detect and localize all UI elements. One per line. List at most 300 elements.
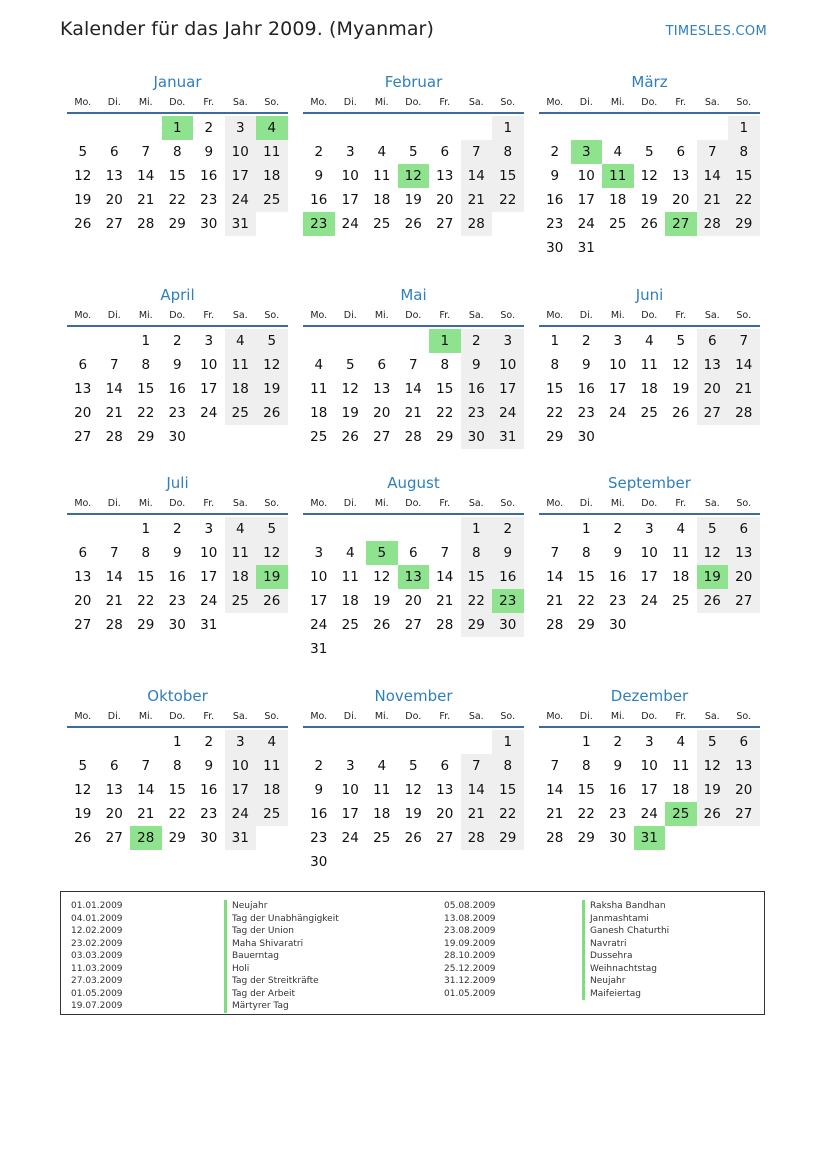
day-cell: 29	[436, 429, 454, 445]
day-cell: 3	[345, 144, 355, 160]
day-cell: 9	[172, 545, 182, 561]
empty-cell	[303, 730, 335, 754]
weekday-label: So.	[264, 310, 280, 321]
day-grid	[539, 329, 760, 449]
empty-cell	[99, 730, 131, 754]
empty-cell	[571, 116, 603, 140]
day-cell: 4	[676, 734, 686, 750]
empty-cell	[67, 116, 99, 140]
day-cell: 25	[609, 216, 627, 232]
day-cell: 27	[436, 216, 454, 232]
day-cell: 9	[613, 758, 623, 774]
day-cell: 10	[200, 357, 218, 373]
day-cell: 11	[256, 754, 288, 778]
day-cell: 13	[436, 168, 454, 184]
empty-cell	[366, 116, 398, 140]
day-cell: 3	[225, 730, 257, 754]
holiday-day-cell: 23	[303, 212, 335, 236]
day-cell: 26	[697, 589, 729, 613]
day-cell: 23	[609, 593, 627, 609]
legend-holiday-name: Holi	[224, 963, 339, 976]
day-cell: 19	[74, 806, 92, 822]
day-cell: 14	[546, 569, 564, 585]
day-cell: 2	[550, 144, 560, 160]
day-cell: 15	[461, 565, 493, 589]
day-cell: 20	[74, 405, 92, 421]
empty-cell	[461, 730, 493, 754]
day-cell: 9	[492, 541, 524, 565]
day-grid	[539, 517, 760, 637]
day-cell: 23	[200, 806, 218, 822]
holiday-legend	[60, 891, 765, 1015]
weekday-label: Mo.	[546, 97, 564, 108]
weekday-label: Do.	[405, 97, 422, 108]
day-grid	[539, 730, 760, 850]
day-cell: 24	[341, 830, 359, 846]
day-cell: 4	[377, 758, 387, 774]
day-cell: 22	[168, 806, 186, 822]
weekday-label: Fr.	[439, 711, 451, 722]
empty-cell	[335, 116, 367, 140]
day-cell: 20	[436, 192, 454, 208]
day-cell: 2	[613, 734, 623, 750]
day-cell: 4	[345, 545, 355, 561]
month-0	[67, 72, 288, 236]
day-cell: 24	[225, 188, 257, 212]
day-cell: 23	[461, 401, 493, 425]
day-cell: 2	[314, 758, 324, 774]
legend-date: 01.01.2009	[71, 901, 123, 911]
weekday-label: Do.	[169, 711, 186, 722]
day-cell: 30	[200, 216, 218, 232]
day-cell: 20	[74, 593, 92, 609]
day-cell: 4	[225, 517, 257, 541]
weekday-header	[303, 708, 524, 726]
weekday-header	[67, 495, 288, 513]
day-cell: 19	[341, 405, 359, 421]
legend-holiday-name: Tag der Arbeit	[224, 988, 339, 1001]
weekday-label: Mo.	[546, 498, 564, 509]
empty-cell	[366, 517, 398, 541]
day-cell: 29	[492, 826, 524, 850]
day-cell: 19	[404, 806, 422, 822]
day-cell: 6	[408, 545, 418, 561]
month-title: Oktober	[147, 687, 208, 705]
holiday-day-cell: 13	[398, 565, 430, 589]
day-cell: 16	[168, 381, 186, 397]
day-cell: 25	[225, 401, 257, 425]
day-cell: 14	[404, 381, 422, 397]
day-cell: 24	[200, 593, 218, 609]
day-cell: 27	[728, 802, 760, 826]
day-cell: 12	[697, 754, 729, 778]
day-cell: 5	[676, 333, 686, 349]
empty-cell	[303, 517, 335, 541]
weekday-label: Mi.	[138, 498, 153, 509]
weekday-label: Do.	[641, 97, 658, 108]
holiday-day-cell: 3	[571, 140, 603, 164]
day-cell: 19	[640, 192, 658, 208]
weekday-label: Do.	[641, 498, 658, 509]
day-cell: 19	[373, 593, 391, 609]
legend-date: 01.05.2009	[71, 988, 123, 999]
day-cell: 31	[577, 240, 595, 256]
day-cell: 18	[373, 192, 391, 208]
day-cell: 21	[728, 377, 760, 401]
legend-date: 03.03.2009	[71, 951, 123, 961]
day-cell: 24	[310, 617, 328, 633]
day-cell: 31	[492, 425, 524, 449]
legend-col-dates-left	[71, 900, 123, 1013]
day-cell: 11	[225, 353, 257, 377]
empty-cell	[130, 116, 162, 140]
day-cell: 29	[546, 429, 564, 445]
day-cell: 29	[577, 617, 595, 633]
day-cell: 30	[200, 830, 218, 846]
day-cell: 25	[373, 216, 391, 232]
day-cell: 22	[492, 188, 524, 212]
weekday-label: Di.	[579, 310, 593, 321]
empty-cell	[697, 116, 729, 140]
day-cell: 27	[105, 830, 123, 846]
day-cell: 9	[314, 782, 324, 798]
day-cell: 7	[461, 754, 493, 778]
legend-date: 11.03.2009	[71, 963, 123, 974]
day-cell: 27	[74, 617, 92, 633]
day-cell: 4	[314, 357, 324, 373]
day-cell: 8	[172, 144, 182, 160]
day-cell: 6	[728, 517, 760, 541]
day-cell: 19	[256, 377, 288, 401]
day-cell: 17	[492, 377, 524, 401]
legend-col-names-left	[224, 900, 339, 1013]
day-cell: 25	[256, 802, 288, 826]
day-cell: 7	[408, 357, 418, 373]
day-cell: 22	[137, 593, 155, 609]
day-cell: 2	[172, 521, 182, 537]
day-cell: 6	[676, 144, 686, 160]
day-cell: 18	[672, 782, 690, 798]
empty-cell	[335, 730, 367, 754]
empty-cell	[539, 116, 571, 140]
weekday-label: Di.	[107, 310, 121, 321]
day-cell: 1	[141, 333, 151, 349]
day-cell: 22	[728, 188, 760, 212]
day-cell: 1	[172, 734, 182, 750]
month-divider	[303, 513, 524, 515]
day-cell: 18	[341, 593, 359, 609]
day-cell: 27	[105, 216, 123, 232]
day-cell: 14	[436, 569, 454, 585]
day-cell: 22	[436, 405, 454, 421]
weekday-label: Fr.	[203, 310, 215, 321]
day-cell: 9	[204, 144, 214, 160]
weekday-label: Fr.	[675, 498, 687, 509]
legend-holiday-name: Märtyrer Tag	[224, 1000, 339, 1013]
day-cell: 30	[492, 613, 524, 637]
day-cell: 12	[404, 782, 422, 798]
day-cell: 25	[373, 830, 391, 846]
day-cell: 20	[373, 405, 391, 421]
month-title: Januar	[153, 73, 202, 91]
day-cell: 10	[310, 569, 328, 585]
empty-cell	[429, 517, 461, 541]
day-cell: 30	[577, 429, 595, 445]
legend-holiday-name: Maha Shivaratri	[224, 938, 339, 951]
day-cell: 8	[581, 758, 591, 774]
day-cell: 23	[310, 830, 328, 846]
empty-cell	[665, 116, 697, 140]
day-cell: 20	[105, 192, 123, 208]
day-cell: 17	[640, 782, 658, 798]
legend-date: 04.01.2009	[71, 913, 123, 924]
legend-holiday-name: Bauerntag	[224, 950, 339, 963]
month-1	[303, 72, 524, 236]
day-cell: 9	[461, 353, 493, 377]
weekday-label: Mi.	[374, 97, 389, 108]
day-cell: 10	[225, 140, 257, 164]
weekday-label: Mo.	[74, 310, 92, 321]
day-cell: 26	[697, 802, 729, 826]
holiday-day-cell: 12	[398, 164, 430, 188]
day-cell: 14	[728, 353, 760, 377]
day-cell: 30	[310, 854, 328, 870]
legend-date: 19.07.2009	[71, 1001, 123, 1011]
day-cell: 8	[461, 541, 493, 565]
month-title: Mai	[400, 286, 427, 304]
weekday-label: Mo.	[546, 310, 564, 321]
day-cell: 28	[697, 212, 729, 236]
day-cell: 7	[440, 545, 450, 561]
day-cell: 30	[461, 425, 493, 449]
day-cell: 14	[105, 381, 123, 397]
weekday-label: Fr.	[203, 711, 215, 722]
weekday-label: Mo.	[74, 498, 92, 509]
day-cell: 15	[168, 168, 186, 184]
day-cell: 24	[341, 216, 359, 232]
day-cell: 15	[728, 164, 760, 188]
weekday-label: Sa.	[704, 310, 720, 321]
day-cell: 12	[256, 541, 288, 565]
day-cell: 8	[728, 140, 760, 164]
month-divider	[67, 513, 288, 515]
day-cell: 10	[200, 545, 218, 561]
empty-cell	[303, 116, 335, 140]
day-cell: 7	[109, 357, 119, 373]
day-cell: 28	[137, 216, 155, 232]
month-divider	[67, 726, 288, 728]
weekday-label: Fr.	[439, 498, 451, 509]
day-cell: 1	[550, 333, 560, 349]
day-cell: 25	[310, 429, 328, 445]
legend-holiday-name: Raksha Bandhan	[582, 900, 669, 913]
day-cell: 11	[672, 758, 690, 774]
legend-holiday-name: Tag der Union	[224, 925, 339, 938]
day-cell: 15	[546, 381, 564, 397]
day-cell: 26	[74, 830, 92, 846]
day-cell: 11	[672, 545, 690, 561]
day-cell: 26	[672, 405, 690, 421]
day-grid	[303, 730, 524, 874]
day-cell: 4	[256, 730, 288, 754]
weekday-label: Di.	[579, 711, 593, 722]
month-divider	[303, 112, 524, 114]
day-cell: 6	[109, 758, 119, 774]
day-cell: 26	[256, 401, 288, 425]
day-cell: 24	[200, 405, 218, 421]
empty-cell	[366, 730, 398, 754]
day-cell: 21	[461, 188, 493, 212]
empty-cell	[634, 116, 666, 140]
day-cell: 10	[492, 353, 524, 377]
legend-holiday-name: Neujahr	[582, 975, 669, 988]
day-cell: 17	[200, 569, 218, 585]
day-cell: 18	[640, 381, 658, 397]
day-cell: 14	[461, 164, 493, 188]
day-cell: 9	[613, 545, 623, 561]
day-cell: 9	[581, 357, 591, 373]
day-cell: 9	[204, 758, 214, 774]
legend-col-dates-right	[444, 900, 496, 1000]
holiday-day-cell: 28	[130, 826, 162, 850]
day-cell: 15	[492, 778, 524, 802]
day-cell: 16	[310, 806, 328, 822]
day-cell: 12	[373, 569, 391, 585]
day-cell: 22	[546, 405, 564, 421]
day-cell: 10	[640, 545, 658, 561]
empty-cell	[461, 116, 493, 140]
weekday-label: Sa.	[468, 498, 484, 509]
day-cell: 29	[137, 429, 155, 445]
weekday-label: Di.	[343, 498, 357, 509]
day-cell: 1	[461, 517, 493, 541]
day-cell: 13	[105, 782, 123, 798]
weekday-label: Fr.	[675, 310, 687, 321]
weekday-label: Mo.	[74, 711, 92, 722]
weekday-label: So.	[264, 498, 280, 509]
weekday-label: Mi.	[610, 498, 625, 509]
day-cell: 17	[225, 164, 257, 188]
weekday-label: Di.	[579, 498, 593, 509]
day-cell: 5	[345, 357, 355, 373]
day-cell: 13	[436, 782, 454, 798]
day-cell: 14	[546, 782, 564, 798]
weekday-label: Fr.	[203, 97, 215, 108]
empty-cell	[398, 329, 430, 353]
day-cell: 14	[105, 569, 123, 585]
brand-link[interactable]: TIMESLES.COM	[665, 24, 767, 39]
day-cell: 13	[697, 353, 729, 377]
month-title: November	[374, 687, 453, 705]
day-cell: 28	[404, 429, 422, 445]
weekday-label: Fr.	[439, 97, 451, 108]
day-cell: 15	[436, 381, 454, 397]
weekday-label: Mo.	[310, 498, 328, 509]
month-4	[303, 285, 524, 449]
day-cell: 21	[436, 593, 454, 609]
empty-cell	[67, 730, 99, 754]
weekday-label: So.	[736, 97, 752, 108]
day-cell: 19	[404, 192, 422, 208]
day-cell: 28	[436, 617, 454, 633]
day-cell: 28	[105, 429, 123, 445]
day-cell: 6	[728, 730, 760, 754]
day-cell: 3	[204, 333, 214, 349]
day-grid	[67, 517, 288, 637]
weekday-label: Mo.	[74, 97, 92, 108]
month-divider	[539, 112, 760, 114]
day-cell: 12	[341, 381, 359, 397]
day-cell: 3	[644, 521, 654, 537]
legend-date: 25.12.2009	[444, 963, 496, 974]
weekday-label: Di.	[343, 310, 357, 321]
weekday-label: Mi.	[138, 711, 153, 722]
day-cell: 2	[204, 734, 214, 750]
weekday-label: Sa.	[232, 310, 248, 321]
month-title: Juli	[166, 474, 189, 492]
month-title: Juni	[635, 286, 664, 304]
legend-date: 05.08.2009	[444, 901, 496, 911]
day-cell: 23	[609, 806, 627, 822]
day-cell: 15	[492, 164, 524, 188]
day-cell: 29	[577, 830, 595, 846]
day-cell: 28	[728, 401, 760, 425]
day-cell: 19	[74, 192, 92, 208]
empty-cell	[335, 329, 367, 353]
day-cell: 13	[728, 541, 760, 565]
day-cell: 13	[672, 168, 690, 184]
day-cell: 7	[550, 758, 560, 774]
day-cell: 29	[137, 617, 155, 633]
month-title: September	[608, 474, 691, 492]
day-cell: 14	[137, 168, 155, 184]
day-cell: 17	[640, 569, 658, 585]
weekday-label: Mi.	[138, 97, 153, 108]
weekday-label: Mi.	[610, 310, 625, 321]
day-cell: 22	[168, 192, 186, 208]
day-cell: 11	[225, 541, 257, 565]
day-cell: 6	[109, 144, 119, 160]
day-cell: 27	[373, 429, 391, 445]
month-title: März	[631, 73, 668, 91]
day-cell: 10	[341, 782, 359, 798]
day-cell: 22	[577, 806, 595, 822]
day-cell: 5	[78, 144, 88, 160]
day-cell: 12	[697, 541, 729, 565]
legend-holiday-name: Tag der Streitkräfte	[224, 975, 339, 988]
day-cell: 26	[373, 617, 391, 633]
day-cell: 17	[225, 778, 257, 802]
weekday-label: So.	[500, 97, 516, 108]
weekday-label: Mo.	[310, 711, 328, 722]
weekday-label: Do.	[405, 498, 422, 509]
day-cell: 20	[728, 778, 760, 802]
day-cell: 19	[697, 778, 729, 802]
day-cell: 11	[373, 168, 391, 184]
day-cell: 3	[492, 329, 524, 353]
day-cell: 10	[640, 758, 658, 774]
day-cell: 31	[225, 212, 257, 236]
month-divider	[539, 513, 760, 515]
weekday-header	[67, 708, 288, 726]
month-2	[539, 72, 760, 260]
empty-cell	[429, 730, 461, 754]
day-cell: 2	[613, 521, 623, 537]
day-cell: 6	[78, 545, 88, 561]
day-cell: 17	[609, 381, 627, 397]
day-cell: 29	[168, 216, 186, 232]
empty-cell	[335, 517, 367, 541]
